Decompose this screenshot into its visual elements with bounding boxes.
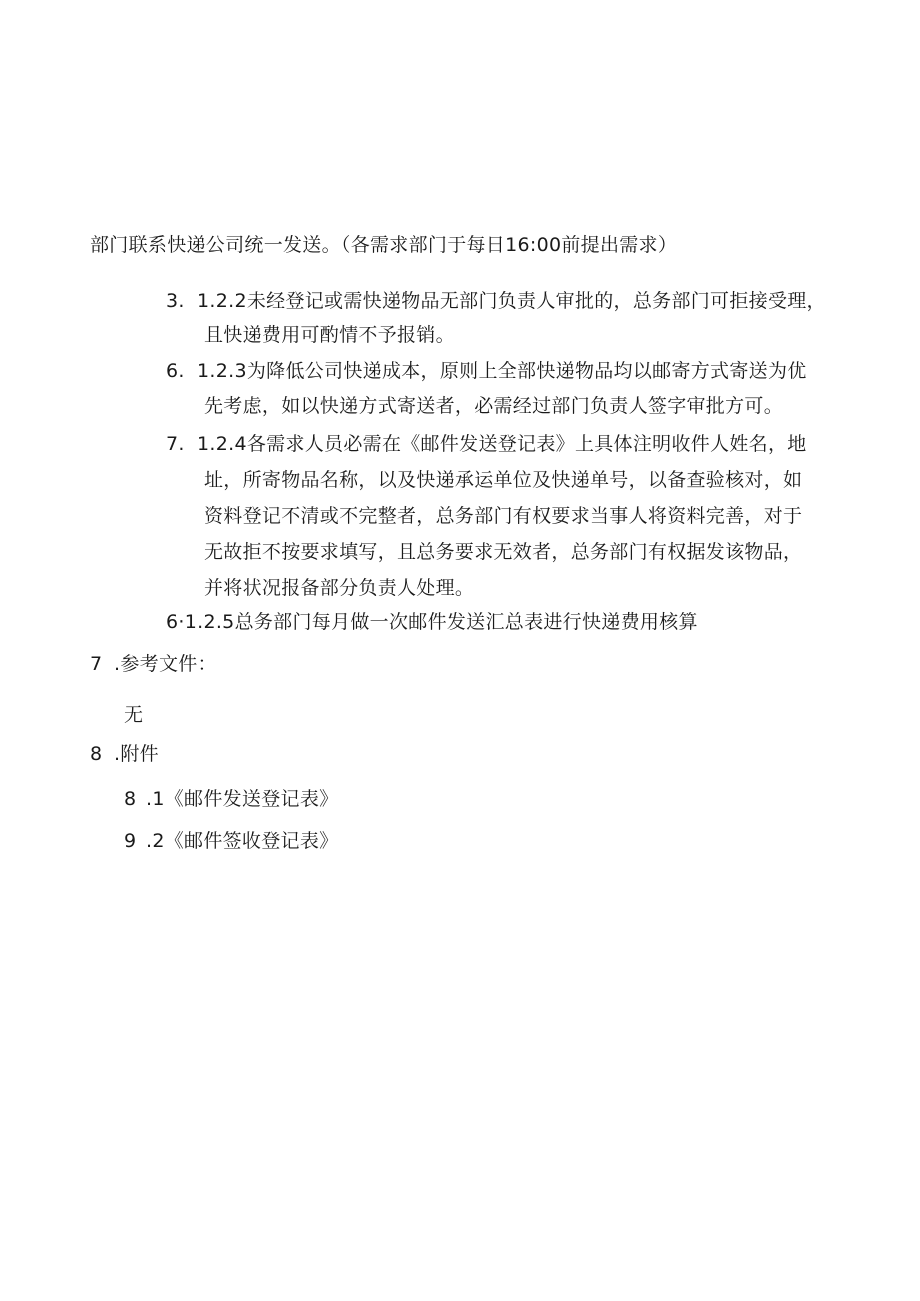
intro-line: 部门联系快递公司统一发送。（各需求部门于每日16:00前提出需求） (90, 234, 678, 256)
list-item-text: 无故拒不按要求填写，且总务要求无效者，总务部门有权据发该物品， (204, 541, 803, 563)
list-item-text: 址，所寄物品名称，以及快递承运单位及快递单号，以备查验核对，如 (204, 469, 803, 491)
section-content: 无 (124, 704, 144, 726)
list-item-text: 并将状况报备部分负责人处理。 (204, 577, 475, 599)
attachment-item: .2《邮件签收登记表》 (146, 830, 339, 852)
list-item-text: 资料登记不清或不完整者，总务部门有权要求当事人将资料完善，对于 (204, 505, 803, 527)
section-title: .参考文件： (114, 653, 217, 675)
list-item-number: 7. (166, 433, 185, 455)
section-title: .附件 (114, 743, 159, 765)
list-item-text: 1.2.2未经登记或需快递物品无部门负责人审批的，总务部门可拒接受理， (197, 290, 826, 312)
list-item-text: 1.2.4各需求人员必需在《邮件发送登记表》上具体注明收件人姓名，地 (197, 433, 807, 455)
list-item-text: 1.2.3为降低公司快递成本，原则上全部快递物品均以邮寄方式寄送为优 (197, 360, 807, 382)
list-item-number: 6. (166, 360, 185, 382)
list-item-number: 3. (166, 290, 185, 312)
attachment-number: 9 (124, 830, 137, 852)
section-number: 7 (90, 653, 103, 675)
list-item-text: 先考虑，如以快递方式寄送者，必需经过部门负责人签字审批方可。 (204, 395, 784, 417)
list-item-text: 且快递费用可酌情不予报销。 (204, 324, 455, 346)
list-item-text: 6·1.2.5总务部门每月做一次邮件发送汇总表进行快递费用核算 (166, 611, 698, 633)
attachment-number: 8 (124, 788, 137, 810)
attachment-item: .1《邮件发送登记表》 (146, 788, 339, 810)
section-number: 8 (90, 743, 103, 765)
